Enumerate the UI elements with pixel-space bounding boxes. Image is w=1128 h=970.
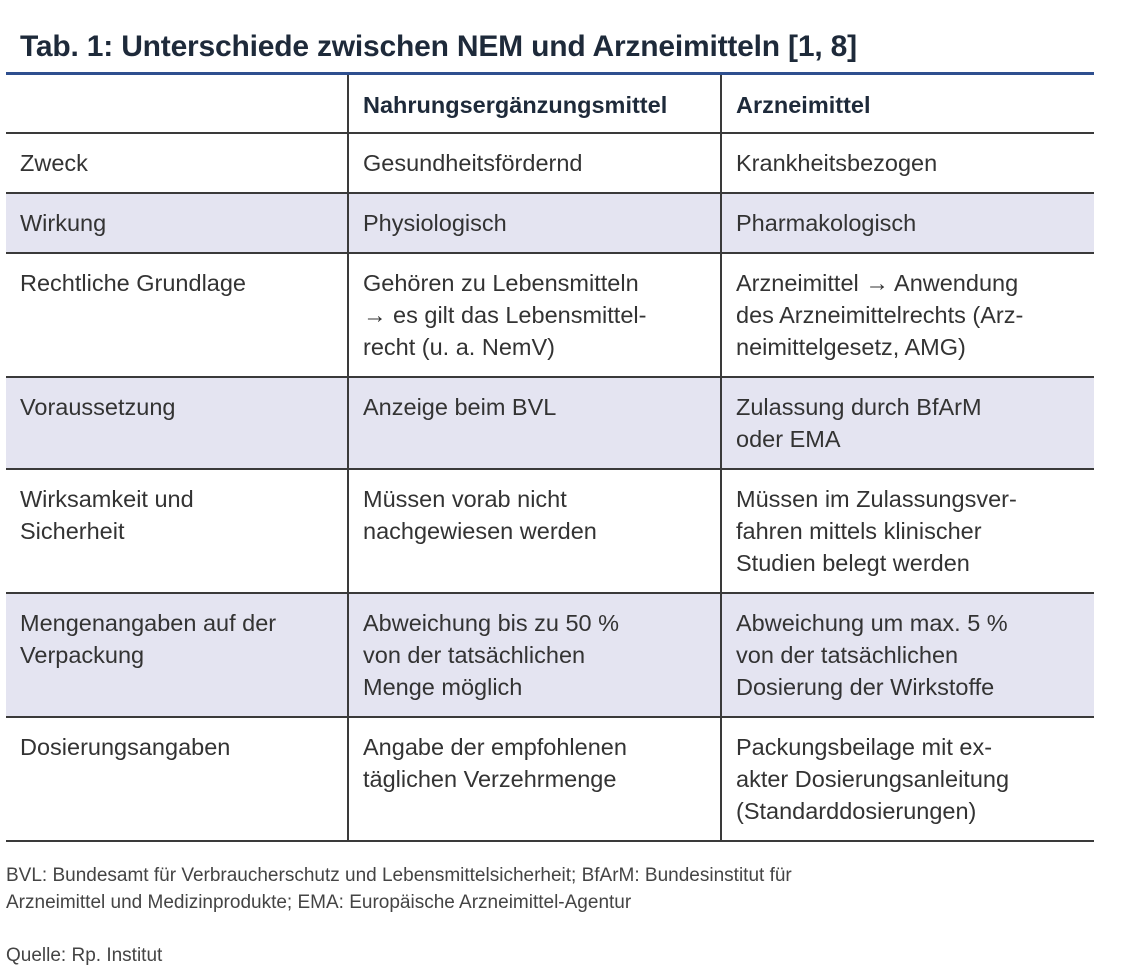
nem-cell: Gesundheitsfördernd	[348, 133, 721, 193]
row-label: Wirkung	[6, 193, 348, 253]
row-label: Rechtliche Grundlage	[6, 253, 348, 377]
arzneimittel-cell: Krankheitsbezogen	[721, 133, 1094, 193]
row-label: Wirksamkeit und Sicherheit	[6, 469, 348, 593]
header-arzneimittel: Arzneimittel	[721, 75, 1094, 133]
table-row-voraussetzung	[6, 377, 1094, 469]
table-row-wirkung	[6, 193, 1094, 253]
header-nem: Nahrungsergänzungsmittel	[348, 75, 721, 133]
table-row-wirksamkeit	[6, 469, 1094, 593]
arzneimittel-cell: Müssen im Zulassungsver- fahren mittels klinischer Studien belegt werden	[721, 469, 1094, 593]
nem-cell: Müssen vorab nicht nachgewiesen werden	[348, 469, 721, 593]
arzneimittel-cell: Packungsbeilage mit ex- akter Dosierungsanleitung (Standarddosierungen)	[721, 717, 1094, 841]
nem-cell: Gehören zu Lebensmitteln → es gilt das Lebensmittel- recht (u. a. NemV)	[348, 253, 721, 377]
arzneimittel-cell: Pharmakologisch	[721, 193, 1094, 253]
document-page	[6, 0, 1094, 969]
row-label: Dosierungsangaben	[6, 717, 348, 841]
comparison-table	[6, 75, 1094, 842]
arzneimittel-cell: Zulassung durch BfArM oder EMA	[721, 377, 1094, 469]
table-row-zweck	[6, 133, 1094, 193]
nem-cell: Angabe der empfohlenen täglichen Verzehrmenge	[348, 717, 721, 841]
table-row-mengenangaben	[6, 593, 1094, 717]
table-row-rechtliche-grundlage	[6, 253, 1094, 377]
table-row-dosierungsangaben	[6, 717, 1094, 841]
nem-cell: Physiologisch	[348, 193, 721, 253]
nem-cell: Abweichung bis zu 50 % von der tatsächlichen Menge möglich	[348, 593, 721, 717]
row-label: Zweck	[6, 133, 348, 193]
header-empty	[6, 75, 348, 133]
arzneimittel-cell: Abweichung um max. 5 % von der tatsächlichen Dosierung der Wirkstoffe	[721, 593, 1094, 717]
row-label: Mengenangaben auf der Verpackung	[6, 593, 348, 717]
table-footnote: BVL: Bundesamt für Verbraucherschutz und Lebensmittelsicherheit; BfArM: Bundesinstitut für Arzneimittel und Medizinprodukte; EMA: Europäische Arzneimittel-Agentur	[6, 865, 792, 913]
row-label: Voraussetzung	[6, 377, 348, 469]
table-title: Tab. 1: Unterschiede zwischen NEM und Arzneimitteln [1, 8]	[20, 30, 857, 63]
arzneimittel-cell: Arzneimittel → Anwendung des Arzneimittelrechts (Arz- neimittelgesetz, AMG)	[721, 253, 1094, 377]
nem-cell: Anzeige beim BVL	[348, 377, 721, 469]
source-line: Quelle: Rp. Institut	[6, 945, 163, 966]
table-header-row	[6, 75, 1094, 133]
